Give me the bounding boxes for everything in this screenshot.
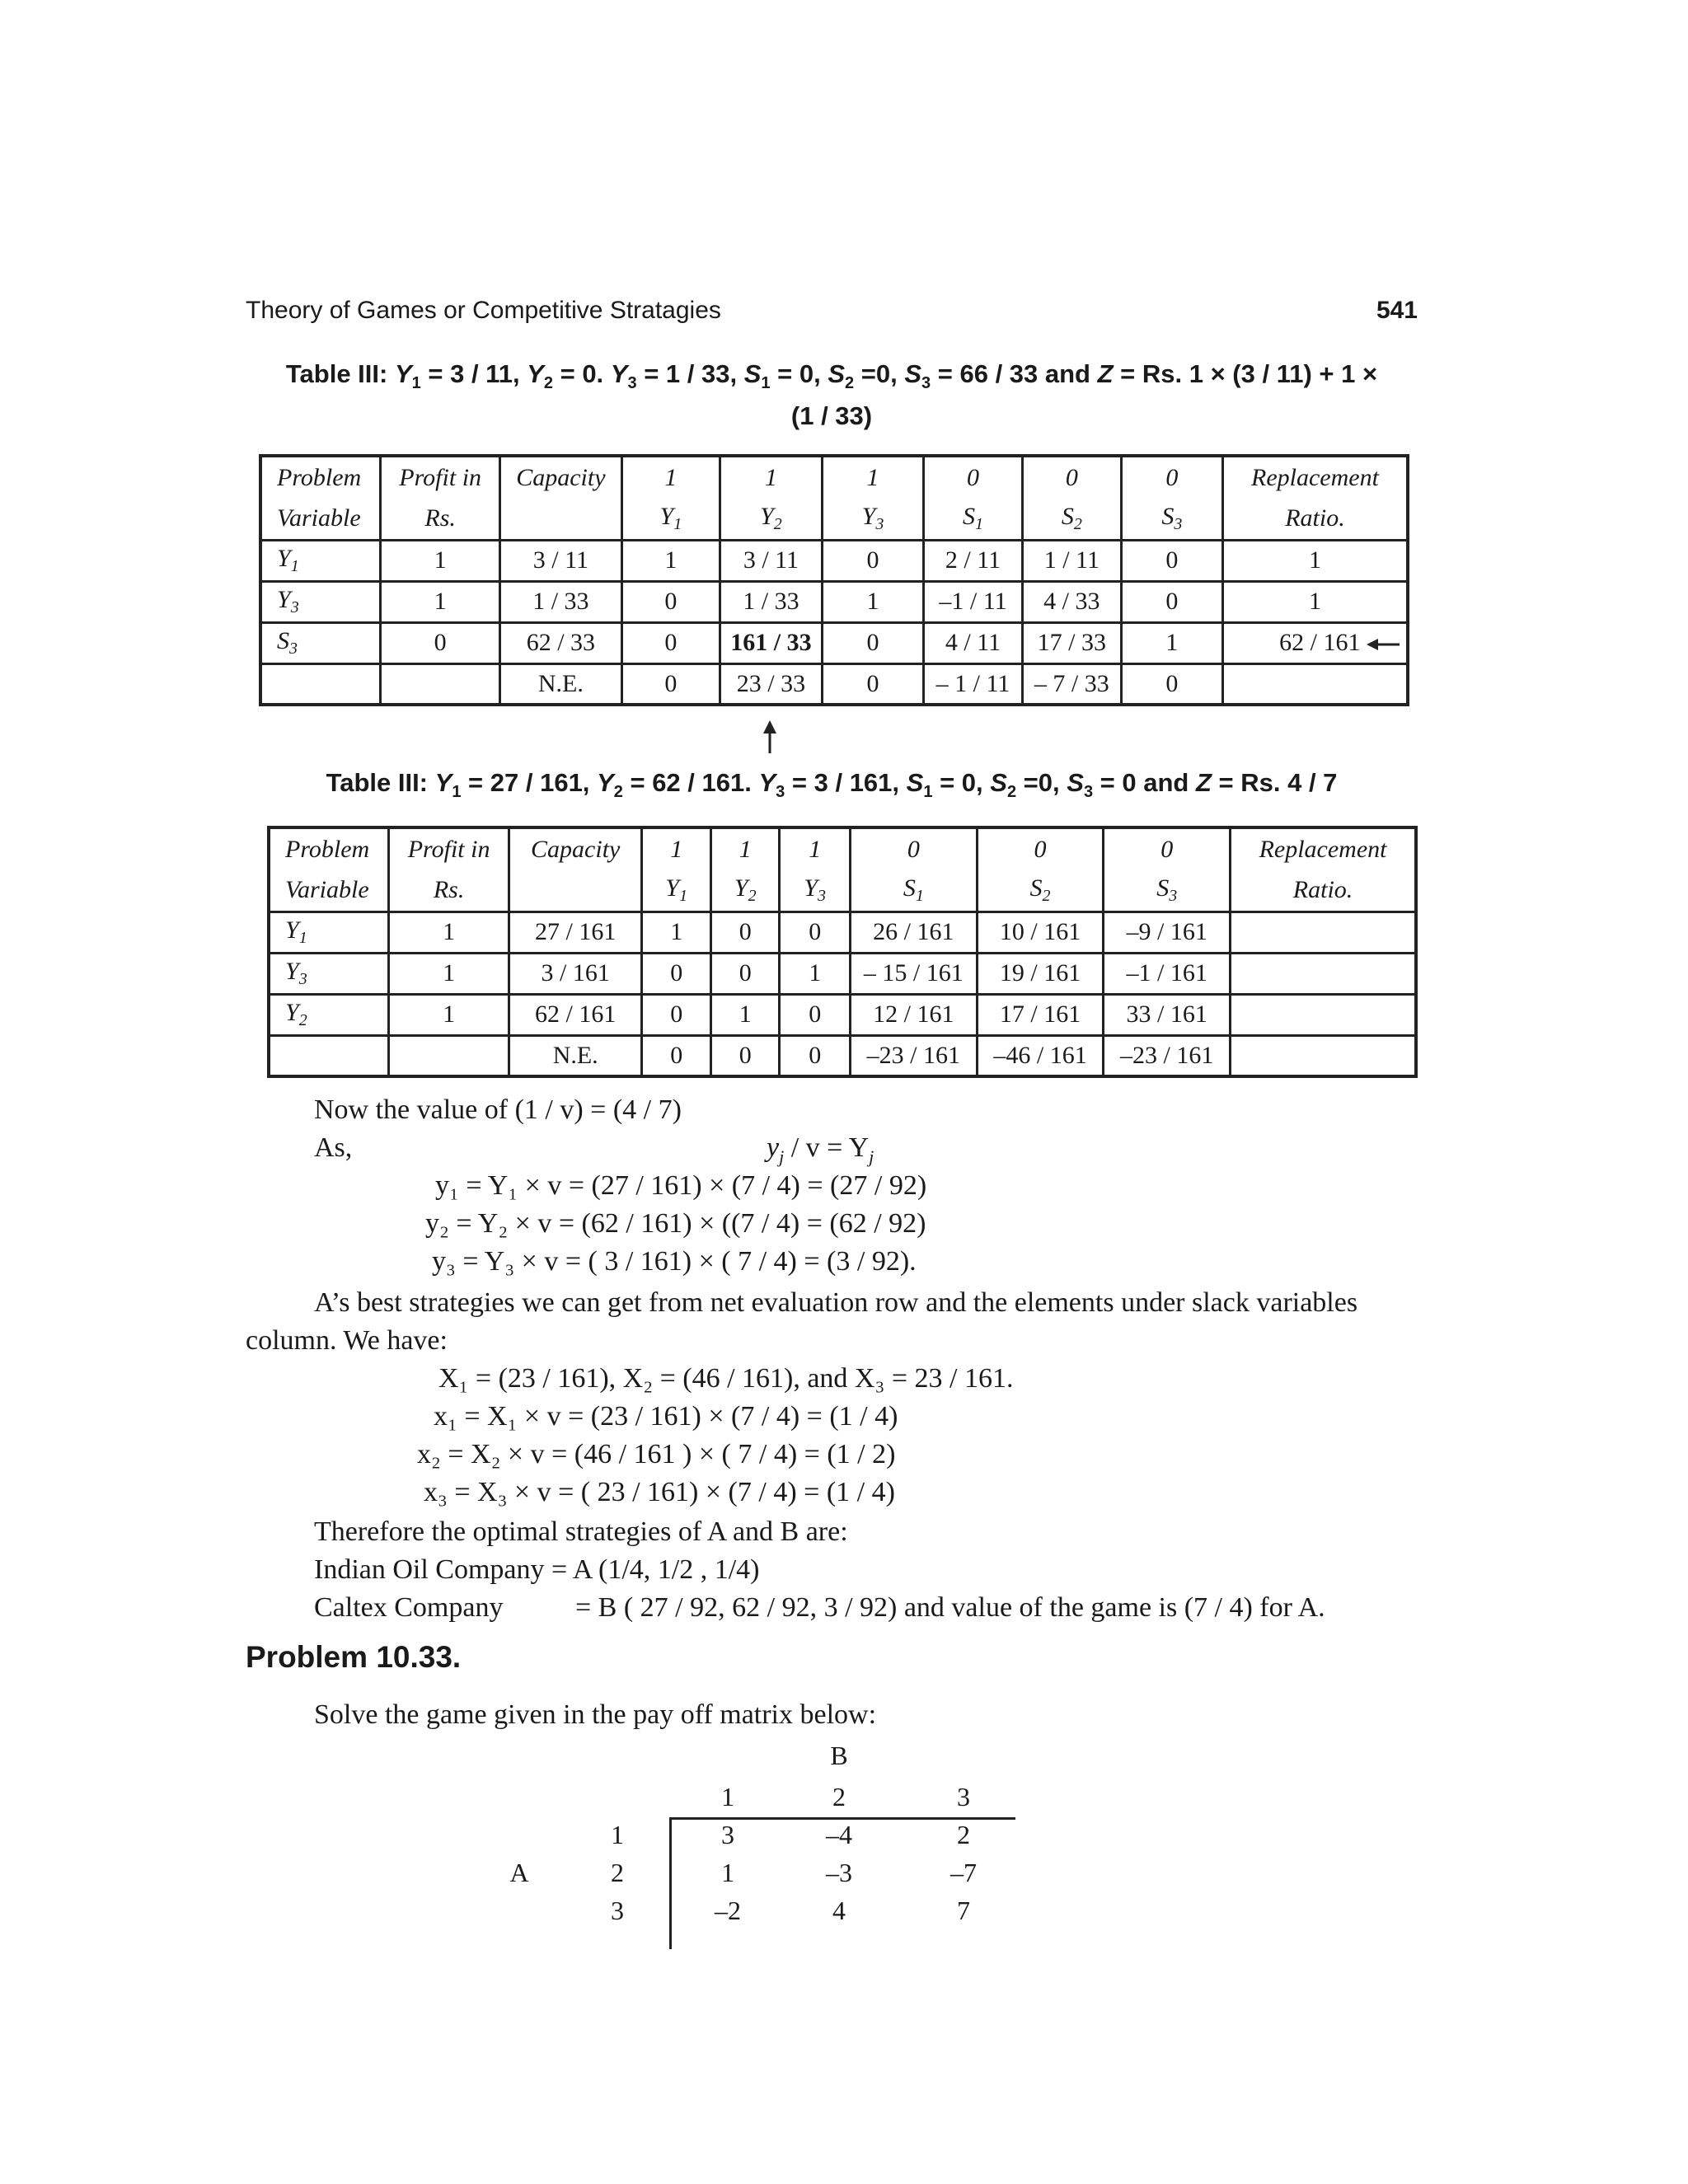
page-number: 541	[1376, 297, 1418, 324]
table1-row-s3: $S_3$ 0 62 / 33 0 161 / 33 0 4 / 11 17 / 33 1 62 / 161	[260, 622, 1408, 663]
player-a-label: A	[509, 1858, 529, 1887]
cell-1-1: 3	[721, 1820, 734, 1849]
arrow-left-icon	[1367, 636, 1400, 653]
x2-equation: x₂ = X₂ × v = (46 / 161 ) × ( 7 / 4) = (1 / 2)	[417, 1439, 896, 1469]
paragraph-line-1: A’s best strategies we can get from net evaluation row and the elements under slack variables	[314, 1287, 1358, 1318]
y1-equation: y₁ = Y₁ × v = (27 / 161) × (7 / 4) = (27 / 92)	[435, 1170, 927, 1201]
indian-oil-line: Indian Oil Company = A (1/4, 1/2 , 1/4)	[314, 1554, 760, 1585]
table1-caption: Table III: $Y_1 = 3 / 11$, $Y_2 = 0$. $Y_3 = 1 / 33$, $S_1 = 0$, $S_2 =0$, $S_3 = 66 / 33$ and Z = Rs. 1 × (3 / 11) + 1 × (1 / 33)	[285, 359, 1378, 431]
cell-2-2: –3	[826, 1858, 852, 1887]
col-header-3: 3	[957, 1782, 970, 1811]
y2-equation: y₂ = Y₂ × v = (62 / 161) × ((7 / 4) = (62 / 92)	[425, 1208, 926, 1239]
col-header-2: 2	[832, 1782, 846, 1811]
key-element: 161 / 33	[720, 622, 823, 663]
matrix-top-rule	[669, 1817, 1015, 1820]
matrix-left-rule	[669, 1817, 672, 1949]
table1-header-row-1: Problem Profit in Capacity 1 1 1 0 0 0 Replacement	[260, 456, 1408, 499]
cell-2-3: –7	[950, 1858, 977, 1887]
simplex-table-1	[259, 454, 1409, 706]
table2-caption: Table III: $Y_1 = 27 / 161$, $Y_2 = 62 / 161$. $Y_3 = 3 / 161$, $S_1 = 0$, $S_2 =0$, $S_3 = 0$ and Z = Rs. 4 / 7	[326, 768, 1338, 802]
arrow-up-icon	[760, 720, 780, 753]
table1-row-y3: $Y_3$ 1 1 / 33 0 1 / 33 1 –1 / 11 4 / 33 0 1	[260, 581, 1408, 622]
table2-row-y1: $Y_1$ 1 27 / 161 1 0 0 26 / 161 10 / 161 –9 / 161	[269, 912, 1416, 953]
cell-3-3: 7	[957, 1896, 970, 1925]
x-values: X₁ = (23 / 161), X₂ = (46 / 161), and X₃ = 23 / 161.	[438, 1363, 1014, 1394]
caltex-line: = B ( 27 / 92, 62 / 92, 3 / 92) and value of the game is (7 / 4) for A.	[575, 1592, 1325, 1623]
table1-row-ne: N.E. 0 23 / 33 0 – 1 / 11 – 7 / 33 0	[260, 663, 1408, 705]
problem-intro: Solve the game given in the pay off matrix below:	[314, 1699, 877, 1730]
problem-heading: Problem 10.33.	[246, 1640, 462, 1674]
table2-row-y3: $Y_3$ 1 3 / 161 0 0 1 – 15 / 161 19 / 161 –1 / 161	[269, 953, 1416, 994]
row-header-3: 3	[611, 1896, 624, 1925]
x1-equation: x₁ = X₁ × v = (23 / 161) × (7 / 4) = (1 / 4)	[434, 1401, 898, 1432]
row-header-2: 2	[611, 1858, 624, 1887]
therefore-line: Therefore the optimal strategies of A and B are:	[314, 1516, 848, 1547]
cell-3-1: –2	[715, 1896, 741, 1925]
page-header	[246, 297, 1418, 325]
cell-3-2: 4	[832, 1896, 846, 1925]
as-label: As,	[314, 1132, 353, 1163]
table1-row-y1: $Y_1$ 1 3 / 11 1 3 / 11 0 2 / 11 1 / 11 0 1	[260, 540, 1408, 581]
caltex-label: Caltex Company	[314, 1592, 504, 1623]
table1-header-row-2: Variable Rs. $Y_1$ $Y_2$ $Y_3$ $S_1$ $S_2$ $S_3$ Ratio.	[260, 499, 1408, 540]
table2-row-ne: N.E. 0 0 0 –23 / 161 –46 / 161 –23 / 161	[269, 1035, 1416, 1076]
paragraph-line-2: column. We have:	[246, 1325, 448, 1356]
table2-header-row-1: Problem Profit in Capacity 1 1 1 0 0 0 Replacement	[269, 827, 1416, 870]
value-line: Now the value of (1 / v) = (4 / 7)	[314, 1094, 682, 1125]
col-header-1: 1	[721, 1782, 734, 1811]
cell-1-3: 2	[957, 1820, 970, 1849]
relation-line: $y_j / v = Y_j$	[767, 1132, 874, 1167]
simplex-table-2	[267, 826, 1418, 1078]
cell-2-1: 1	[721, 1858, 734, 1887]
player-b-label: B	[830, 1741, 848, 1770]
table2-row-y2: $Y_2$ 1 62 / 161 0 1 0 12 / 161 17 / 161 33 / 161	[269, 994, 1416, 1035]
running-title: Theory of Games or Competitive Stratagies	[246, 297, 721, 324]
table2-header-row-2: Variable Rs. $Y_1$ $Y_2$ $Y_3$ $S_1$ $S_2$ $S_3$ Ratio.	[269, 870, 1416, 912]
y3-equation: y₃ = Y₃ × v = ( 3 / 161) × ( 7 / 4) = (3 / 92).	[432, 1246, 917, 1277]
x3-equation: x₃ = X₃ × v = ( 23 / 161) × (7 / 4) = (1 / 4)	[424, 1477, 895, 1507]
row-header-1: 1	[611, 1820, 624, 1849]
cell-1-2: –4	[826, 1820, 852, 1849]
